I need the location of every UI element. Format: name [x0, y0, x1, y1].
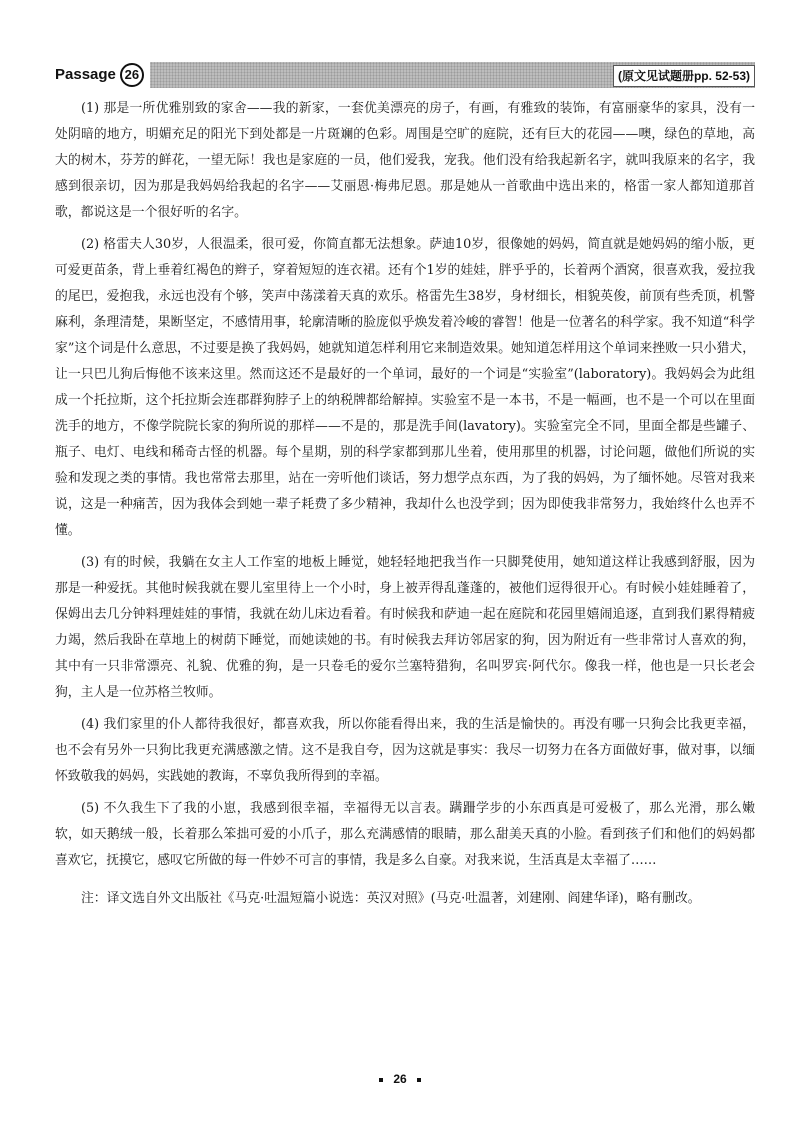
source-reference: (原文见试题册pp. 52-53)	[613, 65, 755, 87]
paragraph-4: (4) 我们家里的仆人都待我很好，都喜欢我，所以你能看得出来，我的生活是愉快的。再没有哪一只狗会比我更幸福，也不会有另外一只狗比我更充满感激之情。这不是我自夸，因为这就是事实：我尽一切努力在各方面做好事，做对事，以缅怀致敬我的妈妈，实践她的教诲，不辜负我所得到的幸福。	[55, 717, 755, 784]
footer-dot-left	[379, 1078, 383, 1082]
paragraph-5: (5) 不久我生下了我的小崽，我感到很幸福，幸福得无以言表。蹒跚学步的小东西真是可爱极了，那么光滑，那么嫩软，如天鹅绒一般，长着那么笨拙可爱的小爪子，那么充满感情的眼睛，那么甜美天真的小脸。看到孩子们和他们的妈妈都喜欢它，抚摸它，感叹它所做的每一件妙不可言的事情，我是多么自豪。对我来说，生活真是太幸福了……	[55, 801, 755, 868]
footer-dot-right	[417, 1078, 421, 1082]
translation-note: 注：译文选自外文出版社《马克·吐温短篇小说选：英汉对照》(马克·吐温著，刘建刚、阎建华译)，略有删改。	[81, 891, 701, 906]
passage-body	[55, 96, 755, 912]
passage-heading	[55, 62, 150, 88]
passage-label: Passage	[55, 66, 116, 83]
page-number: 26	[393, 1072, 407, 1086]
passage-number-badge: 26	[120, 63, 144, 87]
paragraph-1: (1) 那是一所优雅别致的家舍——我的新家，一套优美漂亮的房子，有画，有雅致的装饰，有富丽豪华的家具，没有一处阴暗的地方，明媚充足的阳光下到处都是一片斑斓的色彩。周围是空旷的庭院，还有巨大的花园——噢，绿色的草地，高大的树木，芬芳的鲜花，一望无际！我也是家庭的一员，他们爱我，宠我。他们没有给我起新名字，就叫我原来的名字，我感到很亲切，因为那是我妈妈给我起的名字——艾丽恩·梅弗尼恩。那是她从一首歌曲中选出来的，格雷一家人都知道那首歌，都说这是一个很好听的名字。	[55, 101, 755, 220]
paragraph-3: (3) 有的时候，我躺在女主人工作室的地板上睡觉，她轻轻地把我当作一只脚凳使用，她知道这样让我感到舒服，因为那是一种爱抚。其他时候我就在婴儿室里待上一个小时，身上被弄得乱蓬蓬的，被他们逗得很开心。有时候小娃娃睡着了，保姆出去几分钟料理娃娃的事情，我就在幼儿床边看着。有时候我和萨迪一起在庭院和花园里嬉闹追逐，直到我们累得精疲力竭，然后我卧在草地上的树荫下睡觉，而她读她的书。有时候我去拜访邻居家的狗，因为附近有一些非常讨人喜欢的狗，其中有一只非常漂亮、礼貌、优雅的狗，是一只卷毛的爱尔兰塞特猎狗，名叫罗宾·阿代尔。像我一样，他也是一只长老会狗，主人是一位苏格兰牧师。	[55, 555, 755, 700]
page-footer	[0, 1072, 800, 1086]
paragraph-2: (2) 格雷夫人30岁，人很温柔，很可爱，你简直都无法想象。萨迪10岁，很像她的妈妈，简直就是她妈妈的缩小版，更可爱更苗条，背上垂着红褐色的辫子，穿着短短的连衣裙。还有个1岁的娃娃，胖乎乎的，长着两个酒窝，很喜欢我，爱拉我的尾巴，爱抱我，永远也没有个够，笑声中荡漾着天真的欢乐。格雷先生38岁，身材细长，相貌英俊，前顶有些秃顶，机警麻利，条理清楚，果断坚定，不感情用事，轮廓清晰的脸庞似乎焕发着冷峻的睿智！他是一位著名的科学家。我不知道“科学家”这个词是什么意思，不过要是换了我妈妈，她就知道怎样利用它来制造效果。她知道怎样用这个单词来挫败一只小猎犬，让一只巴儿狗后悔他不该来这里。然而这还不是最好的一个单词，最好的一个词是“实验室”(laboratory)。我妈妈会为此组成一个托拉斯，这个托拉斯会连郡群狗脖子上的纳税牌都给解掉。实验室不是一本书，不是一幅画，也不是一个可以在里面洗手的地方，不像学院院长家的狗所说的那样——不是的，那是洗手间(lavatory)。实验室完全不同，里面全都是些罐子、瓶子、电灯、电线和稀奇古怪的机器。每个星期，别的科学家都到那儿坐着，使用那里的机器，讨论问题，做他们所说的实验和发现之类的事情。我也常常去那里，站在一旁听他们谈话，努力想学点东西，为了我的妈妈，为了缅怀她。尽管对我来说，这是一种痛苦，因为我体会到她一辈子耗费了多少精神，我却什么也没学到；因为即使我非常努力，我始终什么也弄不懂。	[55, 237, 755, 538]
page-header	[55, 62, 755, 88]
